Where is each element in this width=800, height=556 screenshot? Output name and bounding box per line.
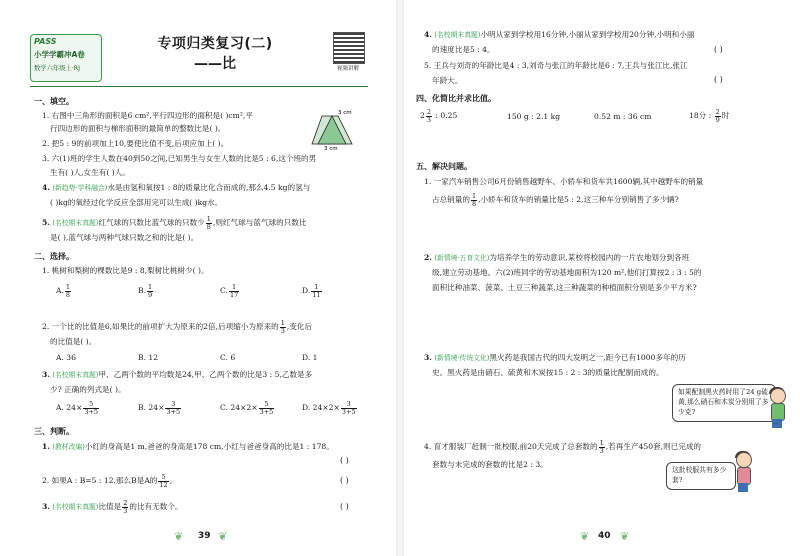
fill-q2: 2. 把5 : 9的前项加上10,要使比值不变,后项应加上( )。 xyxy=(42,139,229,148)
solve-q4-line2: 套数与未完成的套数的比是2 : 3。 xyxy=(432,460,548,469)
judge-q4-line1: 4. (名校期末真题)小明从家到学校用16分钟,小丽从家到学校用20分钟,小明和小丽 xyxy=(424,30,695,39)
judge-q2-answer[interactable]: ( ) xyxy=(340,476,349,485)
plant-icon: ❦ xyxy=(174,530,184,544)
qr-code-icon[interactable] xyxy=(333,32,365,64)
section-simplify: 四、化简比并求比值。 xyxy=(416,94,496,103)
choice-q3-opt-c[interactable]: C. 24×2× $\frac{5}{3+5}$ xyxy=(220,400,274,416)
pass-logo: PASS xyxy=(34,37,57,46)
judge-q3-answer[interactable]: ( ) xyxy=(340,502,349,511)
series-badge xyxy=(30,34,102,82)
simplify-item-1: 2 $\frac{2}{3}$ : 0.25 xyxy=(420,108,458,124)
page-left xyxy=(0,0,396,556)
solve-q1-line2: 占总销量的 $\frac{1}{8}$ ,小轿车和货车的销量比是5 : 2,这三种车分别销售了多少辆? xyxy=(432,192,679,208)
student-figure-icon xyxy=(732,452,754,492)
fill-q1-line2: 行四边形的面积与梯形面积的最简单的整数比是( )。 xyxy=(50,124,226,133)
judge-q5-answer[interactable]: ( ) xyxy=(714,75,723,84)
fig-top-label: 3 cm xyxy=(338,110,352,116)
simplify-item-4: 18分 : $\frac{2}{9}$ 时 xyxy=(689,108,730,124)
header-divider xyxy=(30,86,368,87)
choice-q1-opt-a[interactable]: A. $\frac{1}{8}$ xyxy=(56,283,71,299)
judge-q3: 3. (名校期末真题)比值是 $\frac{2}{3}$ 的比有无数个。 xyxy=(42,499,183,515)
section-judge: 三、判断。 xyxy=(34,427,74,436)
judge-q2: 2. 如果A : B=5 : 12,那么B是A的 $\frac{5}{12}$ 。 xyxy=(42,473,178,489)
plant-icon: ❦ xyxy=(218,530,228,544)
page-subtitle: ——比 xyxy=(194,56,236,72)
hint-bubble-uniforms: 这批校服共有多少套? xyxy=(666,462,736,490)
solve-q3-line1: 3. (新情境·传统文化)黑火药是我国古代的四大发明之一,距今已有1000多年的历 xyxy=(424,353,686,362)
solve-q1-line1: 1. 一家汽车销售公司6月份销售越野车、小轿车和货车共1600辆,其中越野车的销量 xyxy=(424,177,704,186)
fill-q3-line2: 生有( )人,女生有( )人。 xyxy=(50,168,130,177)
plant-icon: ❦ xyxy=(620,530,630,544)
q5-tag: (名校期末真题) xyxy=(52,219,99,227)
choice-q1-opt-c[interactable]: C. $\frac{1}{17}$ xyxy=(220,283,239,299)
choice-q3-opt-b[interactable]: B. 24× $\frac{3}{3+5}$ xyxy=(138,400,181,416)
page-number: 40 xyxy=(598,530,611,541)
fill-q4-line1: 4. (新趋势·学科融合)水是由氢和氧按1 : 8的质量比化合而成的,那么4.5 kg的氢与 xyxy=(42,183,311,192)
series-name: 小学学霸冲A卷 xyxy=(34,50,85,59)
solve-q2-line2: 级,建立劳动基地。六(2)班同学的劳动基地面积为120 m²,他们打算按2 : 3 : 5的 xyxy=(432,268,702,277)
choice-q1: 1. 桃树和梨树的棵数比是9 : 8,梨树比桃树少( )。 xyxy=(42,266,209,275)
fraction: $\frac{1}{8}$ xyxy=(206,215,211,231)
simplify-item-3: 0.52 m : 36 cm xyxy=(594,112,652,121)
fill-q5-line2: 是( ),蓝气球与两种气球只数之和的比是( )。 xyxy=(50,233,199,242)
solve-q2-line3: 面积比种油菜、菠菜、土豆三种蔬菜,这三种蔬菜的种植面积分别是多少平方米? xyxy=(432,283,697,292)
solve-q4-line1: 4. 育才服装厂赶制一批校服,前20天完成了总套数的 $\frac{1}{3}$ ,若再生产450套,则已完成的 xyxy=(424,439,702,455)
judge-q1-answer[interactable]: ( ) xyxy=(340,456,349,465)
grade-label: 数学六年级上·RJ xyxy=(34,65,81,72)
page-title: 专项归类复习(二) xyxy=(157,36,273,52)
choice-q3-line2: 少? 正确的列式是( )。 xyxy=(50,385,126,394)
choice-q2-opt-b[interactable]: B. 12 xyxy=(138,353,159,362)
trapezoid-figure xyxy=(308,108,360,150)
hint-bubble-gunpowder: 如果配制黑火药时用了24 g硫黄,那么硝石和木炭分别用了多少克? xyxy=(672,384,776,422)
choice-q1-opt-d[interactable]: D. $\frac{1}{11}$ xyxy=(302,283,321,299)
judge-q5-line2: 年龄大。 xyxy=(432,76,463,85)
fill-q1-line1: 1. 右图中三角形的面积是6 cm²,平行四边形的面积是( )cm²,平 xyxy=(42,111,253,120)
choice-q2-opt-a[interactable]: A. 36 xyxy=(56,353,76,362)
fill-q3-line1: 3. 六(1)班的学生人数在40到50之间,已知男生与女生人数的比是5 : 6,这个班的男 xyxy=(42,154,317,163)
fig-bottom-label: 3 cm xyxy=(324,146,338,150)
section-fill-blank: 一、填空。 xyxy=(34,97,74,106)
q4-text: 水是由氢和氧按1 : 8的质量比化合而成的,那么4.5 kg的氢与 xyxy=(107,183,311,192)
judge-q5-line1: 5. 王兵与刘奇的年龄比是4 : 3,刘奇与张江的年龄比是6 : 7,王兵与张江比,张江 xyxy=(424,61,688,70)
judge-q4-line2: 的速度比是5 : 4。 xyxy=(432,45,495,54)
choice-q3-opt-d[interactable]: D. 24×2× $\frac{3}{3+5}$ xyxy=(302,400,356,416)
fill-q4-line2: ( )kg的氧经过化学反应全部用完可以生成( )kg水。 xyxy=(50,198,223,207)
choice-q3-opt-a[interactable]: A. 24× $\frac{5}{3+5}$ xyxy=(56,400,99,416)
judge-q1: 1. (教材改编)小红的身高是1 m,爸爸的身高是178 cm,小红与爸爸身高的比是1 : 178。 xyxy=(42,442,334,451)
solve-q2-line1: 2. (新情境·五育文化)为培养学生的劳动意识,某校将校园内的一片农地划分到各班 xyxy=(424,253,690,262)
book-gutter xyxy=(396,0,404,556)
page-header xyxy=(30,32,368,84)
choice-q2-line1: 2. 一个比的比值是6,如果比的前项扩大为原来的2倍,后项缩小为原来的 $\frac{1}{3}$ ,变化后 xyxy=(42,319,313,335)
fill-q5-line1: 5. (名校期末真题)红气球的只数比蓝气球的只数少 $\frac{1}{8}$ ,则红气球与蓝气球的只数比 xyxy=(42,215,307,231)
simplify-item-2: 150 g : 2.1 kg xyxy=(507,112,561,121)
judge-q4-answer[interactable]: ( ) xyxy=(714,45,723,54)
student-figure-icon xyxy=(766,388,788,428)
page-number: 39 xyxy=(198,530,211,541)
plant-icon: ❦ xyxy=(580,530,590,544)
choice-q2-opt-c[interactable]: C. 6 xyxy=(220,353,236,362)
section-choice: 二、选择。 xyxy=(34,252,74,261)
choice-q2-opt-d[interactable]: D. 1 xyxy=(302,353,318,362)
choice-q2-line2: 的比值是( )。 xyxy=(50,337,97,346)
solve-q3-line2: 史。黑火药是由硝石、硫黄和木炭按15 : 2 : 3的质量比配制而成的。 xyxy=(432,368,664,377)
qr-label: 视频讲解 xyxy=(336,66,359,72)
choice-q3-line1: 3. (名校期末真题)甲、乙两个数的平均数是24,甲、乙两个数的比是3 : 5,乙数是多 xyxy=(42,370,313,379)
choice-q1-opt-b[interactable]: B. $\frac{1}{9}$ xyxy=(138,283,153,299)
page-right xyxy=(404,0,800,556)
section-solve: 五、解决问题。 xyxy=(416,162,472,171)
q4-tag: (新趋势·学科融合) xyxy=(52,184,108,192)
